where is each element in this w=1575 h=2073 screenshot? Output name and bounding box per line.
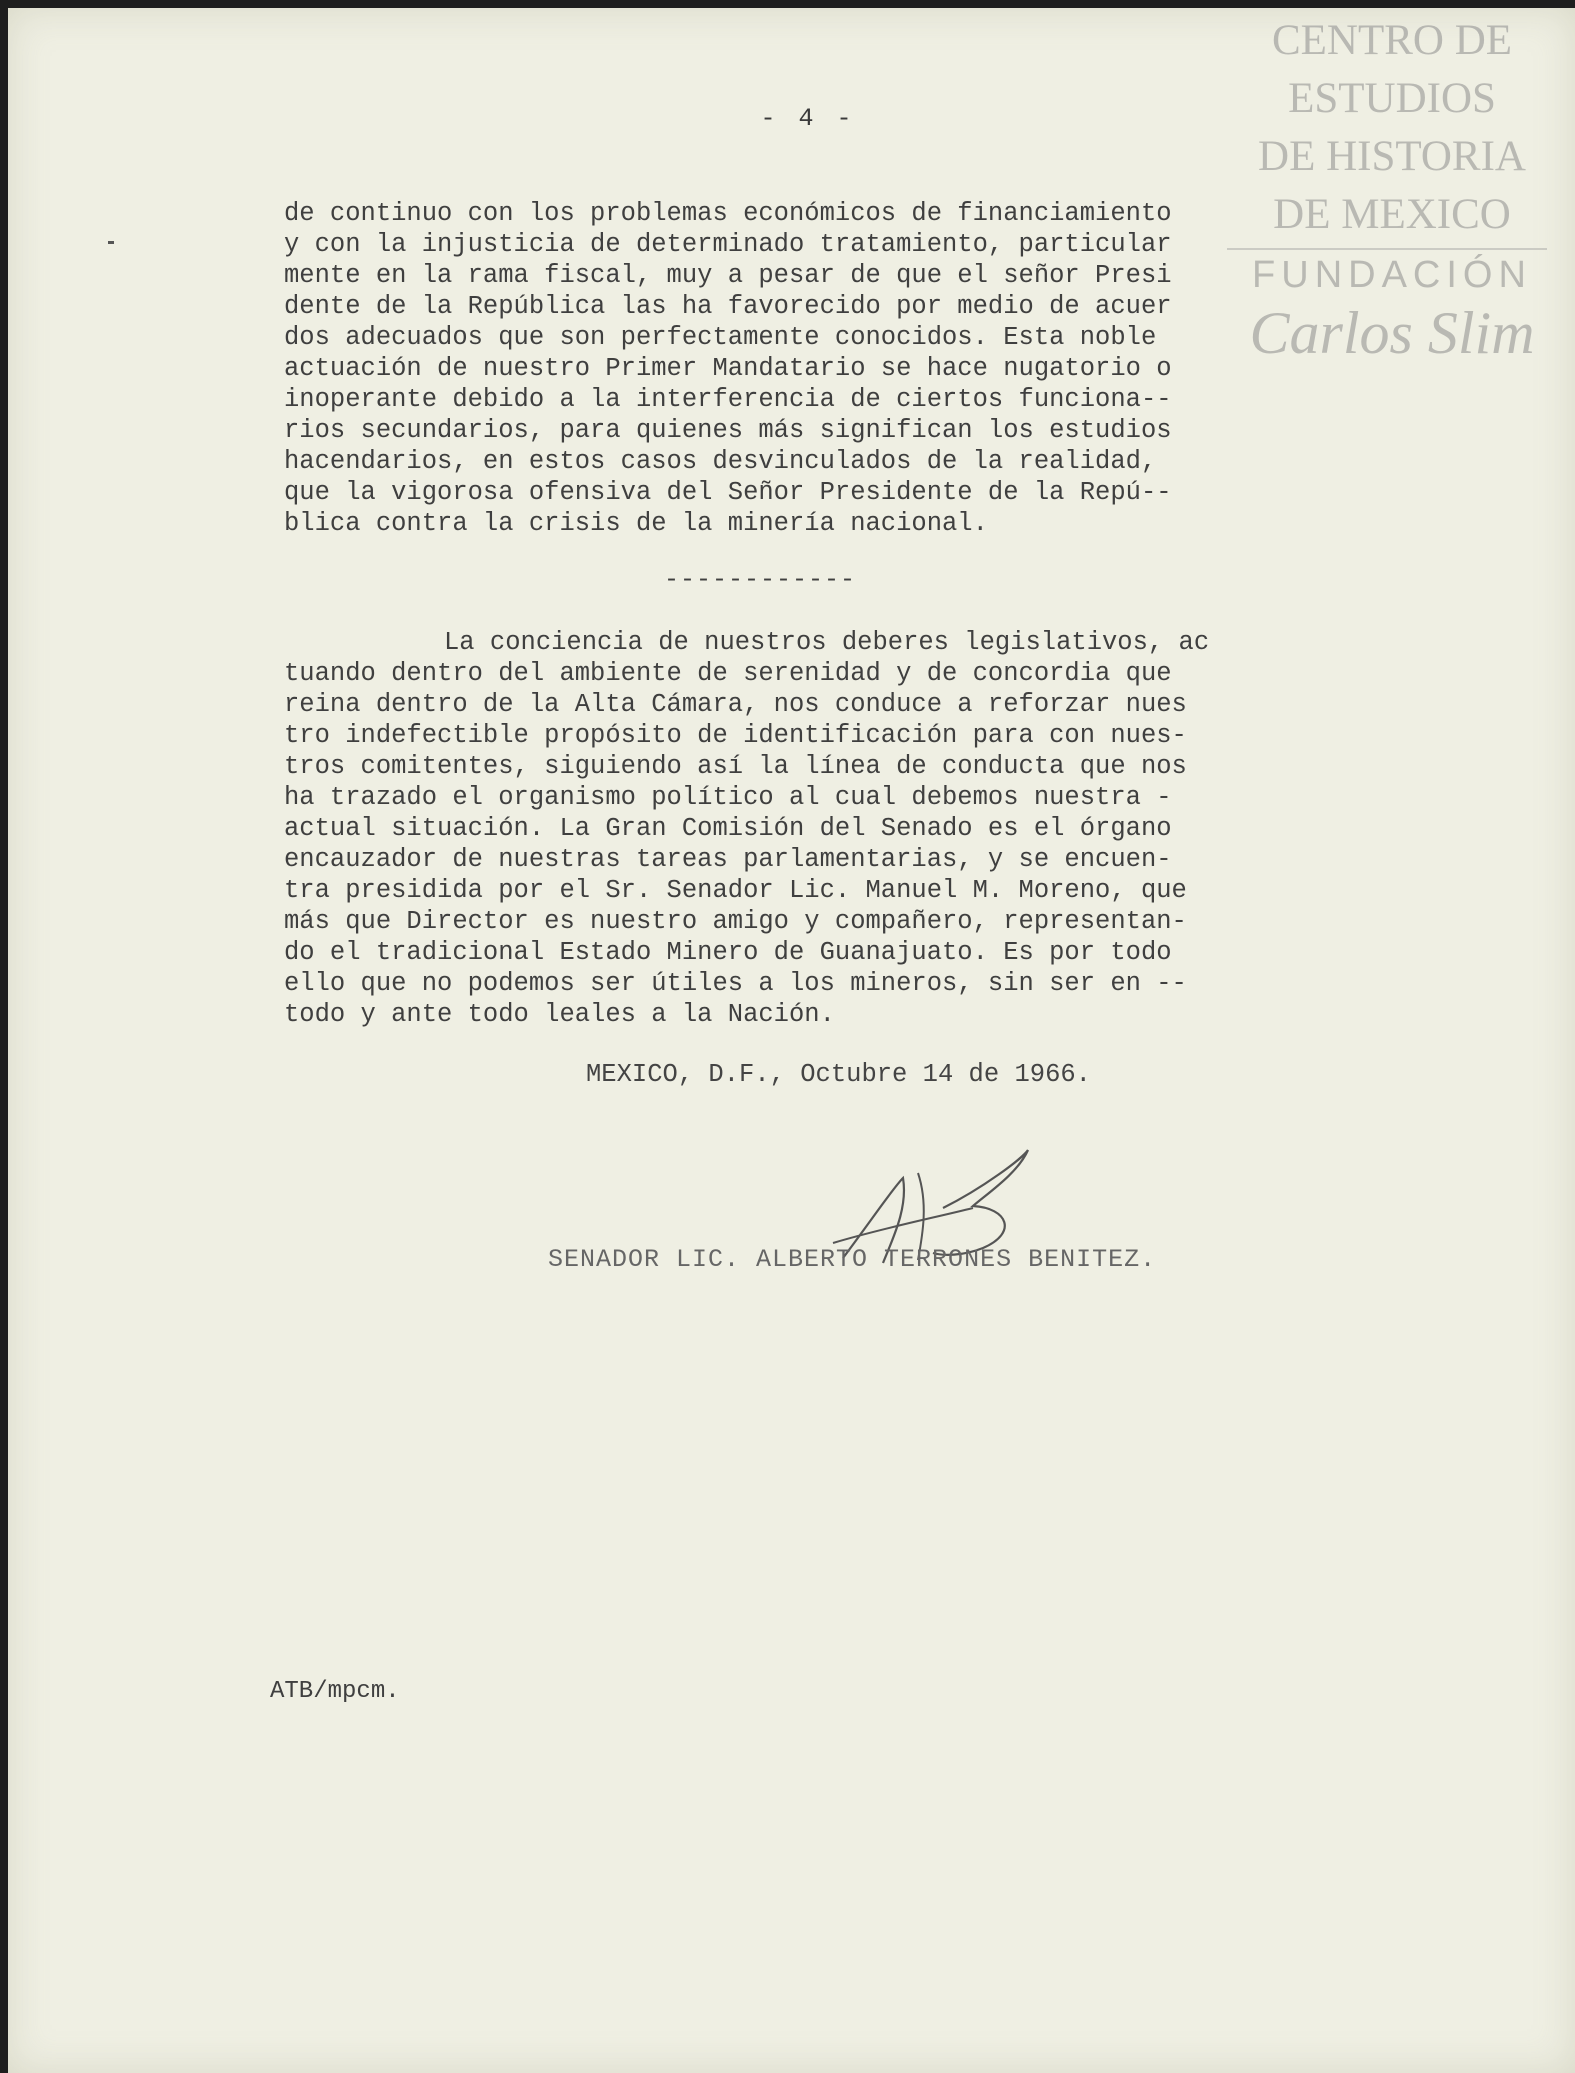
text-line: reina dentro de la Alta Cámara, nos conduce a reforzar nues bbox=[284, 690, 1187, 719]
text-line: blica contra la crisis de la minería nacional. bbox=[284, 509, 988, 538]
watermark-rule bbox=[1227, 248, 1547, 250]
text-line: hacendarios, en estos casos desvinculados de la realidad, bbox=[284, 447, 1157, 476]
page-number: - 4 - bbox=[760, 104, 856, 133]
text-line: todo y ante todo leales a la Nación. bbox=[284, 1000, 835, 1029]
dateline: MEXICO, D.F., Octubre 14 de 1966. bbox=[586, 1060, 1091, 1089]
watermark-line: DE HISTORIA bbox=[1258, 133, 1526, 180]
margin-mark bbox=[108, 241, 114, 244]
text-line: mente en la rama fiscal, muy a pesar de que el señor Presi bbox=[284, 261, 1172, 290]
text-line: actuación de nuestro Primer Mandatario se hace nugatorio o bbox=[284, 354, 1172, 383]
text-line: y con la injusticia de determinado tratamiento, particular bbox=[284, 230, 1172, 259]
watermark-line: ESTUDIOS bbox=[1288, 75, 1496, 122]
text-line: dos adecuados que son perfectamente conocidos. Esta noble bbox=[284, 323, 1157, 352]
watermark-line: CENTRO DE bbox=[1271, 17, 1513, 64]
text-line: de continuo con los problemas económicos de financiamiento bbox=[284, 199, 1172, 228]
reference-initials: ATB/mpcm. bbox=[270, 1678, 400, 1705]
text-line: tra presidida por el Sr. Senador Lic. Manuel M. Moreno, que bbox=[284, 876, 1187, 905]
text-line: más que Director es nuestro amigo y compañero, representan- bbox=[284, 907, 1187, 936]
document-page bbox=[8, 8, 1575, 2073]
text-line: ello que no podemos ser útiles a los mineros, sin ser en -- bbox=[284, 969, 1187, 998]
text-line: rios secundarios, para quienes más significan los estudios bbox=[284, 416, 1172, 445]
text-line: que la vigorosa ofensiva del Señor Presidente de la Repú-- bbox=[284, 478, 1172, 507]
text-line: tro indefectible propósito de identificación para con nues- bbox=[284, 721, 1187, 750]
archive-watermark bbox=[1227, 12, 1557, 368]
watermark-line: DE MEXICO bbox=[1273, 191, 1511, 238]
text-line: do el tradicional Estado Minero de Guanajuato. Es por todo bbox=[284, 938, 1172, 967]
text-line: tros comitentes, siguiendo así la línea de conducta que nos bbox=[284, 752, 1187, 781]
text-line: La conciencia de nuestros deberes legislativos, ac bbox=[444, 628, 1210, 657]
text-line: actual situación. La Gran Comisión del Senado es el órgano bbox=[284, 814, 1172, 843]
text-line: dente de la República las ha favorecido por medio de acuer bbox=[284, 292, 1172, 321]
paragraph-2 bbox=[284, 627, 1354, 1030]
paragraph-1 bbox=[284, 198, 1354, 539]
text-line: inoperante debido a la interferencia de ciertos funciona-- bbox=[284, 385, 1172, 414]
text-line: tuando dentro del ambiente de serenidad y de concordia que bbox=[284, 659, 1172, 688]
text-line: encauzador de nuestras tareas parlamentarias, y se encuen- bbox=[284, 845, 1172, 874]
watermark-signature: Carlos Slim bbox=[1249, 300, 1535, 366]
section-separator: ------------ bbox=[664, 565, 857, 594]
watermark-foundation: FUNDACIÓN bbox=[1252, 254, 1532, 296]
text-line: ha trazado el organismo político al cual debemos nuestra - bbox=[284, 783, 1172, 812]
signatory-name: SENADOR LIC. ALBERTO TERRONES BENITEZ. bbox=[548, 1245, 1157, 1274]
